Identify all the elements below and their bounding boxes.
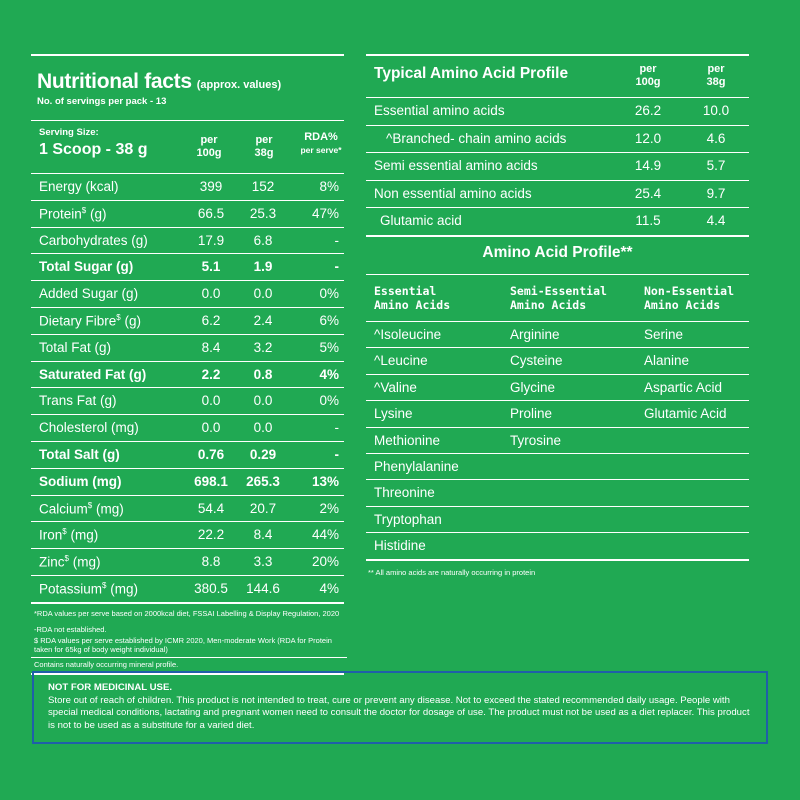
value-per38: 0.0 (253, 393, 273, 409)
value-rda: 0% (319, 286, 339, 302)
note-rda: *RDA values per serve based on 2000kcal diet, FSSAI Labelling & Display Regulation, 2020 (34, 608, 340, 618)
nutrient-name-text: Iron (39, 527, 63, 543)
header-essential-line1: Essential (374, 284, 437, 298)
value-per38: 0.29 (249, 446, 277, 462)
semi-essential-amino: Arginine (510, 327, 560, 342)
value-per100: 399 (199, 179, 223, 194)
value-per38: 6.8 (253, 232, 273, 248)
typical-col-per38 (696, 63, 736, 89)
header-non-essential (644, 284, 734, 312)
nutrient-name-text: Cholesterol (mg) (39, 420, 139, 436)
note-divider (31, 657, 347, 658)
nutrient-name (39, 367, 146, 382)
nutrition-title-note: (approx. values) (196, 79, 282, 91)
value-per100: 698.1 (194, 473, 228, 489)
typical-col-per100 (628, 63, 668, 89)
nutrition-row (31, 414, 344, 441)
value-per38: 25.3 (249, 205, 277, 221)
amino-profile-row (366, 347, 749, 373)
nutrient-name-text: Dietary Fibre (39, 313, 117, 329)
semi-essential-amino: Proline (510, 406, 553, 422)
amino-panel (366, 54, 749, 577)
value-rda: 4% (319, 366, 339, 382)
header-essential-line2: Amino Acids (374, 298, 451, 312)
header-semi-essential (510, 284, 607, 312)
nutrition-row (31, 280, 344, 307)
amino-profile-row (366, 453, 749, 479)
nutrient-name (39, 259, 133, 274)
amino-per100: 25.4 (634, 185, 662, 201)
amino-profile-title: Amino Acid Profile** (482, 244, 633, 261)
nutrient-name (39, 340, 111, 355)
nutrition-header (31, 56, 344, 110)
nutrient-name (39, 447, 120, 462)
essential-amino: Methionine (374, 432, 441, 448)
amino-profile-row (366, 506, 749, 532)
value-per100: 0.0 (201, 286, 221, 302)
nutrition-row (31, 173, 344, 200)
value-rda: 8% (319, 179, 339, 194)
nutrition-row (31, 307, 344, 334)
amino-per100: 12.0 (634, 130, 662, 146)
nutrient-footnote-mark: $ (87, 500, 93, 510)
col-header-per38 (244, 134, 284, 160)
nutrition-panel (31, 54, 344, 675)
typical-amino-row (366, 97, 749, 125)
semi-essential-amino: Cysteine (510, 353, 563, 369)
amino-profile-row (366, 479, 749, 505)
nutrient-footnote-mark: $ (64, 554, 69, 564)
value-per38: 265.3 (246, 473, 280, 489)
serving-size-row (31, 120, 344, 173)
nutrition-row (31, 468, 344, 495)
value-rda: - (334, 259, 339, 275)
header-non-essential-line1: Non-Essential (644, 284, 735, 298)
nutrient-name (39, 206, 106, 222)
amino-profile-row (366, 374, 749, 400)
col-header-rda (297, 131, 345, 157)
nutrient-unit: (g) (120, 313, 141, 329)
disclaimer-box (32, 671, 768, 744)
value-per38: 2.4 (253, 312, 273, 328)
amino-profile-note: ** All amino acids are naturally occurring in protein (368, 568, 536, 577)
nutrient-name-text: Carbohydrates (g) (39, 232, 148, 248)
nutrient-name (39, 581, 138, 597)
nutrient-name (39, 554, 100, 570)
semi-essential-amino: Tyrosine (510, 432, 562, 448)
value-rda: 44% (311, 527, 339, 543)
nutrient-unit: (mg) (66, 527, 99, 543)
non-essential-amino: Alanine (644, 353, 690, 369)
typical-col-per100-line2: 100g (635, 76, 661, 88)
nutrition-row (31, 200, 344, 227)
nutrient-name (39, 527, 98, 543)
amino-name: Non essential amino acids (374, 185, 532, 201)
nutrient-unit: (mg) (92, 501, 124, 517)
nutrient-footnote-mark: $ (116, 312, 121, 322)
amino-per38: 4.4 (706, 213, 726, 228)
value-per100: 6.2 (201, 312, 221, 328)
header-semi-essential-line2: Amino Acids (510, 298, 587, 312)
nutrient-name (39, 179, 119, 194)
typical-col-per38-line2: 38g (706, 76, 726, 88)
note-icmr: $ RDA values per serve established by ICMR 2020, Men-moderate Work (RDA for Protein taken for 65kg of body weight individual) (34, 635, 332, 654)
value-per38: 20.7 (249, 500, 277, 516)
value-rda: 0% (319, 393, 339, 409)
nutrient-unit: (g) (86, 206, 107, 222)
nutrient-name (39, 420, 139, 435)
nutrient-name (39, 286, 138, 301)
value-per100: 0.0 (201, 393, 221, 409)
nutrient-name (39, 501, 124, 517)
nutrition-title: Nutritional facts (37, 70, 192, 93)
amino-profile-table (366, 274, 749, 561)
profile-bottom-rule (366, 559, 749, 561)
note-rda-not-established: -RDA not established. (34, 624, 107, 634)
amino-profile-rows (366, 321, 749, 559)
col-header-per38-line1: per (255, 134, 273, 146)
nutrition-table (31, 173, 344, 602)
serving-size-value: 1 Scoop - 38 g (39, 141, 148, 158)
value-per100: 17.9 (197, 232, 225, 248)
col-header-per100-line2: 100g (196, 147, 222, 159)
essential-amino: Phenylalanine (374, 458, 459, 474)
value-per38: 3.2 (253, 339, 273, 355)
nutrition-row (31, 361, 344, 388)
value-rda: 2% (319, 500, 339, 516)
amino-per100: 14.9 (634, 158, 662, 173)
value-rda: 13% (311, 473, 339, 489)
col-header-per38-line2: 38g (254, 147, 274, 159)
typical-amino-row (366, 180, 749, 208)
amino-per38: 5.7 (706, 158, 726, 173)
amino-name: Essential amino acids (374, 103, 505, 118)
value-rda: 20% (311, 554, 339, 570)
value-per100: 0.0 (201, 420, 221, 436)
nutrition-row (31, 441, 344, 468)
value-per38: 0.8 (253, 366, 273, 382)
header-essential (374, 284, 450, 312)
value-rda: - (334, 420, 339, 436)
nutrient-unit: (mg) (106, 581, 138, 597)
value-per100: 8.8 (201, 554, 221, 570)
servings-per-pack: No. of servings per pack - 13 (37, 96, 167, 107)
nutrient-name (39, 313, 141, 329)
nutrient-name-text: Total Salt (g) (39, 446, 120, 462)
nutrient-footnote-mark: $ (62, 527, 67, 537)
value-per38: 1.9 (253, 259, 273, 275)
value-per38: 0.0 (253, 286, 273, 302)
header-non-essential-line2: Amino Acids (644, 298, 721, 312)
amino-per100: 26.2 (634, 103, 662, 118)
value-per38: 8.4 (253, 527, 273, 543)
nutrient-name-text: Energy (kcal) (39, 179, 119, 194)
value-rda: 4% (319, 580, 339, 596)
non-essential-amino: Serine (644, 327, 684, 342)
nutrition-row (31, 575, 344, 602)
nutrition-row (31, 387, 344, 414)
semi-essential-amino: Glycine (510, 379, 556, 395)
value-per100: 2.2 (201, 366, 221, 382)
nutrient-name-text: Calcium (39, 501, 88, 517)
essential-amino: Lysine (374, 406, 413, 422)
value-rda: - (334, 232, 339, 248)
value-rda: 5% (319, 339, 339, 355)
amino-per38: 9.7 (706, 185, 726, 201)
nutrient-unit: (mg) (68, 554, 101, 570)
nutrient-name-text: Total Fat (g) (39, 339, 112, 355)
essential-amino: ^Valine (374, 379, 417, 395)
nutrient-footnote-mark: $ (81, 205, 87, 215)
non-essential-amino: Aspartic Acid (644, 379, 723, 395)
nutrition-notes (31, 609, 344, 675)
amino-name: ^Branched- chain amino acids (386, 130, 567, 146)
disclaimer-title: NOT FOR MEDICINAL USE. (48, 682, 173, 693)
nutrient-name-text: Potassium (39, 581, 103, 597)
nutrition-bottom-rule (31, 602, 344, 604)
nutrition-row (31, 495, 344, 522)
value-per38: 144.6 (246, 580, 280, 596)
value-rda: - (334, 446, 339, 462)
nutrient-name-text: Saturated Fat (g) (39, 366, 147, 382)
amino-name: Semi essential amino acids (374, 158, 538, 173)
amino-profile-row (366, 321, 749, 347)
essential-amino: Threonine (374, 485, 435, 501)
typical-col-per38-line1: per (707, 63, 725, 75)
nutrient-name (39, 233, 148, 248)
nutrition-row (31, 253, 344, 280)
col-header-per100-line1: per (200, 134, 218, 146)
non-essential-amino: Glutamic Acid (644, 406, 727, 422)
value-per100: 54.4 (197, 500, 225, 516)
nutrition-row (31, 334, 344, 361)
amino-profile-row (366, 427, 749, 453)
amino-name: Glutamic acid (380, 213, 462, 228)
essential-amino: Histidine (374, 538, 426, 554)
nutrient-name-text: Added Sugar (g) (39, 286, 139, 302)
note-mineral: Contains naturally occurring mineral profile. (34, 659, 179, 669)
value-per100: 380.5 (194, 580, 228, 596)
value-per100: 22.2 (197, 527, 225, 543)
disclaimer-text: Store out of reach of children. This product is not intended to treat, cure or prevent any disease. Not to exceed the stated recommended daily usage. People with special medical conditions, lactating and pregnant women need to consult the doctor for dosage of use. The product must not be used as a diet replacer. This product is not to be used as a substitute for a varied diet. (48, 694, 750, 731)
nutrient-name (39, 393, 117, 408)
value-rda: 6% (319, 312, 339, 328)
amino-profile-row (366, 532, 749, 558)
amino-profile-header (366, 274, 749, 321)
nutrient-name-text: Zinc (39, 554, 65, 570)
essential-amino: ^Isoleucine (374, 327, 442, 342)
nutrient-name-text: Sodium (mg) (39, 473, 122, 489)
typical-amino-row (366, 152, 749, 180)
nutrient-name (39, 474, 122, 489)
value-per100: 5.1 (201, 259, 221, 275)
value-per38: 0.0 (253, 420, 273, 436)
value-per100: 0.76 (197, 446, 225, 462)
value-per100: 8.4 (201, 339, 221, 355)
nutrition-row (31, 521, 344, 548)
typical-amino-title: Typical Amino Acid Profile (374, 65, 569, 82)
typical-amino-header (366, 56, 749, 97)
amino-per100: 11.5 (635, 213, 661, 228)
nutrient-name-text: Protein (39, 206, 82, 222)
value-per38: 3.3 (253, 554, 273, 570)
nutrient-name-text: Trans Fat (g) (39, 393, 117, 409)
col-header-per100 (189, 134, 229, 160)
essential-amino: Tryptophan (374, 511, 442, 527)
nutrient-footnote-mark: $ (102, 580, 107, 590)
typical-col-per100-line1: per (639, 63, 657, 75)
col-header-rda-line2: per serve* (300, 145, 342, 155)
typical-amino-table (366, 97, 749, 235)
typical-amino-row (366, 207, 749, 235)
nutrition-row (31, 227, 344, 254)
essential-amino: ^Leucine (374, 353, 428, 369)
amino-per38: 4.6 (706, 130, 726, 146)
serving-size-label: Serving Size: (39, 127, 99, 138)
value-per100: 66.5 (197, 205, 225, 221)
header-semi-essential-line1: Semi-Essential (510, 284, 607, 298)
col-header-rda-line1: RDA% (304, 131, 338, 143)
typical-amino-row (366, 125, 749, 153)
nutrient-name-text: Total Sugar (g) (39, 259, 134, 275)
value-per38: 152 (251, 179, 275, 194)
value-rda: 47% (311, 205, 339, 221)
typical-bottom-rule (366, 235, 749, 237)
amino-per38: 10.0 (702, 103, 730, 118)
nutrition-row (31, 548, 344, 575)
amino-profile-row (366, 400, 749, 426)
